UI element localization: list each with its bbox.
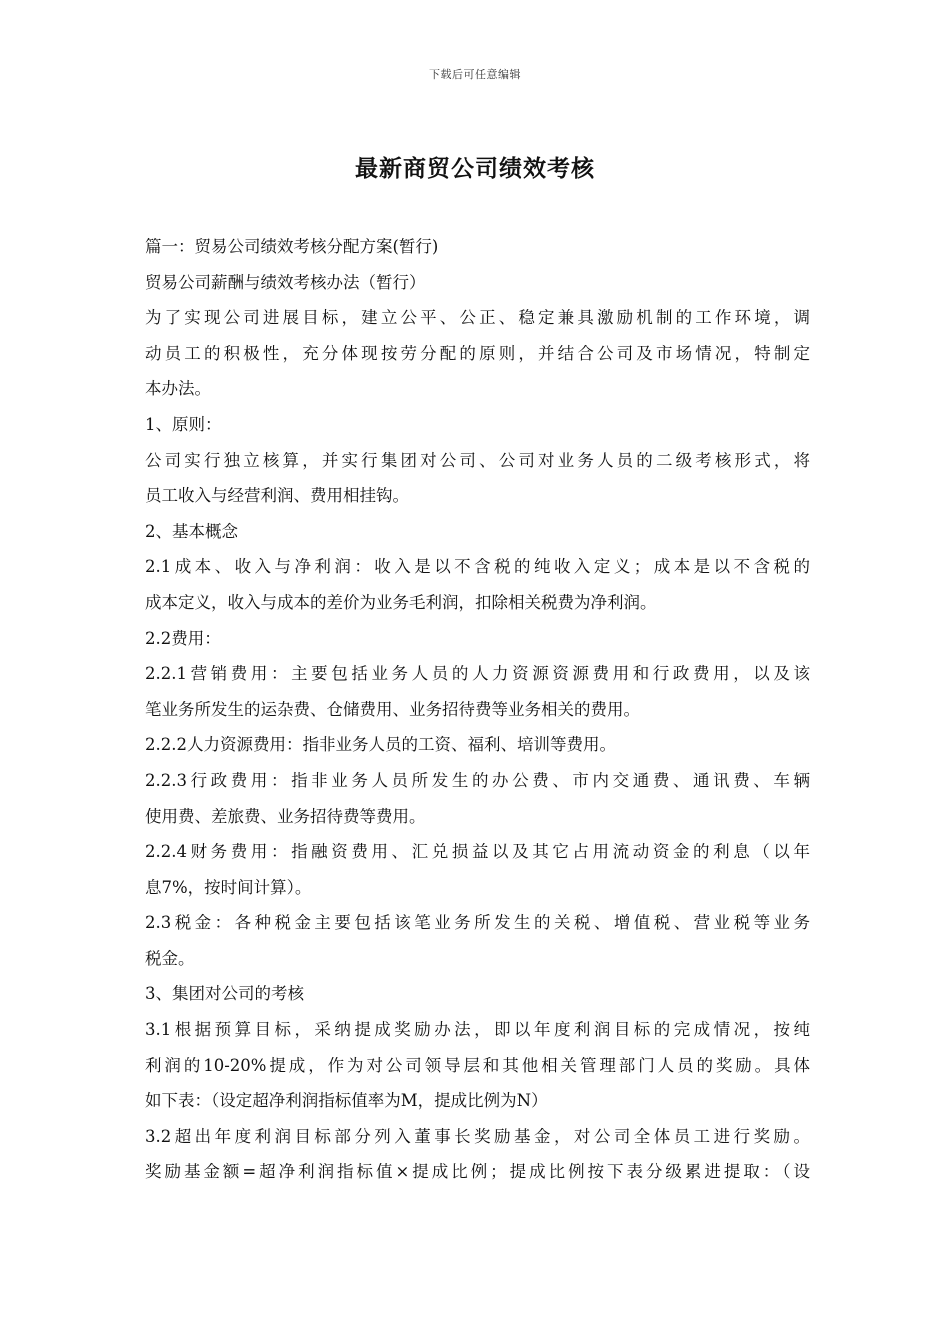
- text-line: 篇一：贸易公司绩效考核分配方案(暂行): [145, 237, 439, 256]
- text-line: 使用费、差旅费、业务招待费等费用。: [145, 806, 426, 826]
- text-line: 如下表：（设定超净利润指标值率为M，提成比例为N）: [145, 1091, 548, 1111]
- text-line: 奖励基金额=超净利润指标值×提成比例；提成比例按下表分级累进提取：（设: [145, 1162, 810, 1182]
- text-line: 利润的10-20%提成，作为对公司领导层和其他相关管理部门人员的奖励。具体: [145, 1055, 810, 1075]
- text-line: 2、基本概念: [145, 521, 238, 541]
- text-line: 税金。: [145, 948, 195, 968]
- text-line: 动员工的积极性，充分体现按劳分配的原则，并结合公司及市场情况，特制定: [145, 343, 810, 363]
- text-line: 2.2.2人力资源费用：指非业务人员的工资、福利、培训等费用。: [145, 735, 616, 755]
- text-line: 为了实现公司进展目标，建立公平、公正、稳定兼具激励机制的工作环境，调: [145, 308, 810, 328]
- text-line: 息7%，按时间计算）。: [145, 877, 312, 897]
- text-line: 员工收入与经营利润、费用相挂钩。: [145, 486, 409, 506]
- text-line: 笔业务所发生的运杂费、仓储费用、业务招待费等业务相关的费用。: [145, 699, 640, 719]
- text-line: 公司实行独立核算，并实行集团对公司、公司对业务人员的二级考核形式，将: [145, 450, 810, 470]
- text-line: 2.3税金：各种税金主要包括该笔业务所发生的关税、增值税、营业税等业务: [145, 913, 810, 933]
- text-line: 2.2.3行政费用：指非业务人员所发生的办公费、市内交通费、通讯费、车辆: [145, 770, 810, 790]
- text-line: 2.1成本、收入与净利润：收入是以不含税的纯收入定义；成本是以不含税的: [145, 557, 810, 577]
- document-body: [145, 229, 810, 1190]
- text-line: 3.1根据预算目标，采纳提成奖励办法，即以年度利润目标的完成情况，按纯: [145, 1020, 810, 1040]
- text-line: 3.2超出年度利润目标部分列入董事长奖励基金，对公司全体员工进行奖励。: [145, 1126, 810, 1146]
- text-line: 2.2.4财务费用：指融资费用、汇兑损益以及其它占用流动资金的利息（以年: [145, 842, 810, 862]
- text-line: 1、原则：: [145, 414, 222, 434]
- text-line: 3、集团对公司的考核: [145, 984, 304, 1004]
- text-line: 本办法。: [145, 379, 211, 399]
- document-title: 最新商贸公司绩效考核: [355, 155, 595, 182]
- text-line: 2.2费用：: [145, 628, 221, 648]
- header-note: 下载后可任意编辑: [429, 68, 521, 81]
- text-line: 2.2.1营销费用：主要包括业务人员的人力资源资源费用和行政费用，以及该: [145, 664, 810, 684]
- text-line: 成本定义，收入与成本的差价为业务毛利润，扣除相关税费为净利润。: [145, 592, 657, 612]
- text-line: 贸易公司薪酬与绩效考核办法（暂行）: [145, 272, 426, 292]
